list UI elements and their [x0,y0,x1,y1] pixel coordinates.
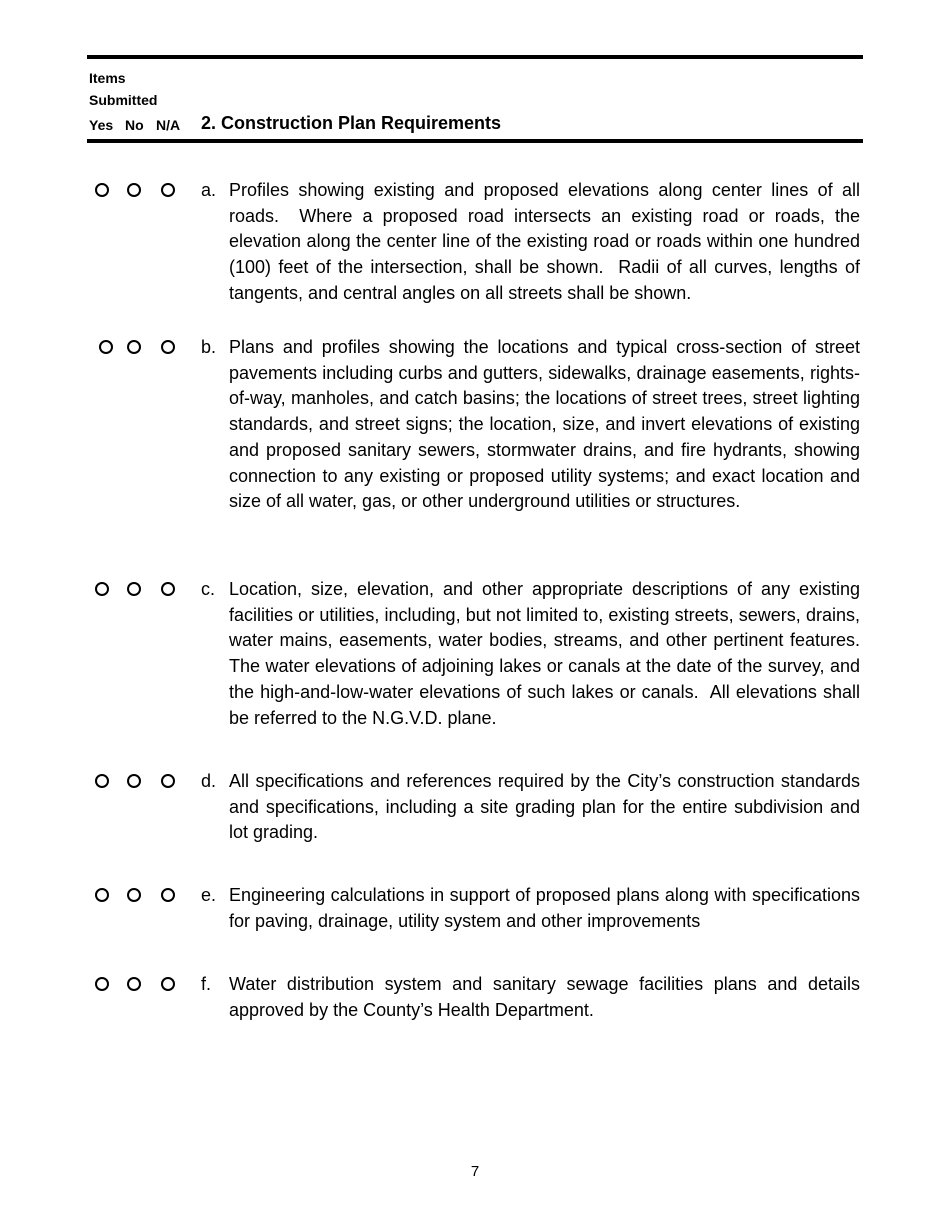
requirement-text: Water distribution system and sanitary sewage facilities plans and details approved by the County’s Health Department. [229,974,866,1020]
requirement-text: Plans and profiles showing the locations and typical cross-section of street pavements including curbs and gutters, sidewalks, drainage easements, rights-of-way, manholes, and catch basins; the locations of street trees, street lighting standards, and street signs; the location, size, and invert elevations of existing and proposed sanitary sewers, stormwater drains, and fire hydrants, showing connection to any existing or proposed utility systems; and exact location and size of all water, gas, or other underground utilities or structures. [229,337,866,512]
yes-radio[interactable] [99,340,113,354]
requirement-text: Engineering calculations in support of proposed plans along with specifications for paving, drainage, utility system and other improvements [229,885,866,931]
na-radio[interactable] [161,183,175,197]
na-radio[interactable] [161,977,175,991]
header-top-rule [87,55,863,59]
requirement-marker: a. [201,180,217,200]
requirement-marker: c. [201,579,216,599]
no-radio[interactable] [127,582,141,596]
na-radio[interactable] [161,340,175,354]
requirement-marker: e. [201,885,217,905]
requirement-marker: b. [201,337,217,357]
requirement-text: All specifications and references required by the City’s construction standards and specifications, including a site grading plan for the entire subdivision and lot grading. [229,771,866,843]
no-radio[interactable] [127,977,141,991]
submitted-column-label: Submitted [89,92,158,108]
yes-radio[interactable] [95,774,109,788]
requirement-marker: d. [201,771,217,791]
requirement-text: Profiles showing existing and proposed elevations along center lines of all roads. Where a proposed road intersects an existing road or roads, the elevation along the center line of the existing road or roads within one hundred (100) feet of the intersection, shall be shown. Radii of all curves, lengths of tangents, and central angles on all streets shall be shown. [229,180,866,303]
na-radio[interactable] [161,774,175,788]
no-radio[interactable] [127,774,141,788]
requirement-text: Location, size, elevation, and other appropriate descriptions of any existing facilities or utilities, including, but not limited to, existing streets, sewers, drains, water mains, easements, water bodies, streams, and other pertinent features. The water elevations of adjoining lakes or canals at the date of the survey, and the high-and-low-water elevations of such lakes or canals. All elevations shall be referred to the N.G.V.D. plane. [229,579,871,728]
no-column-label: No [125,117,144,133]
yes-radio[interactable] [95,183,109,197]
no-radio[interactable] [127,183,141,197]
na-radio[interactable] [161,888,175,902]
items-column-label: Items [89,70,126,86]
yes-radio[interactable] [95,582,109,596]
no-radio[interactable] [127,340,141,354]
section-title: 2. Construction Plan Requirements [201,113,502,133]
yes-radio[interactable] [95,977,109,991]
no-radio[interactable] [127,888,141,902]
requirement-marker: f. [201,974,212,994]
na-column-label: N/A [156,117,181,133]
page-number: 7 [470,1163,480,1180]
na-radio[interactable] [161,582,175,596]
yes-radio[interactable] [95,888,109,902]
header-bottom-rule [87,139,863,143]
yes-column-label: Yes [89,117,114,133]
